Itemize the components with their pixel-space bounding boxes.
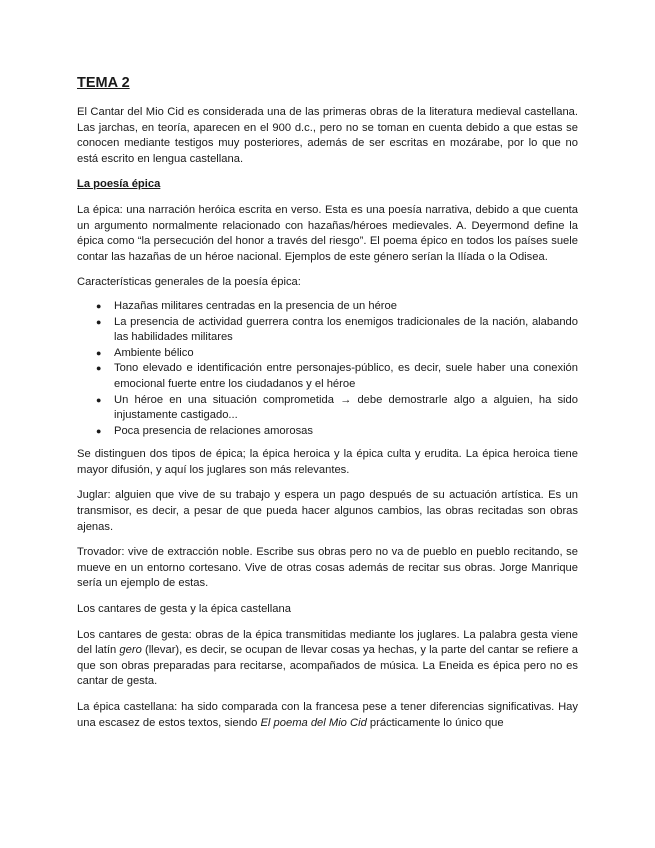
cantares-text-end: (llevar), es decir, se ocupan de llevar cosas ya hechas, y la parte del cantar se refiere a que son obras preparadas para recitarse, acompañados de música. La Eneida es épica pero no es cantar de gesta. bbox=[77, 644, 579, 688]
castellana-italic-title: El poema del Mio Cid bbox=[260, 716, 367, 729]
bullet-icon: ● bbox=[96, 425, 102, 436]
list-item bbox=[96, 299, 578, 315]
tipos-paragraph: Se distinguen dos tipos de épica; la épica heroica y la épica culta y erudita. La épica heroica tiene mayor difusión, y aquí los juglares son más relevantes. bbox=[77, 448, 578, 476]
section-heading: La poesía épica bbox=[77, 178, 161, 191]
list-item-text: Hazañas militares centradas en la presencia de un héroe bbox=[114, 299, 397, 312]
cantares-italic-word: gero bbox=[119, 644, 142, 657]
cantares-text-start: Los cantares de gesta: obras de la épica transmitidas mediante los juglares. La palabra gesta viene del latín bbox=[77, 628, 578, 657]
bullet-icon: ● bbox=[96, 363, 102, 374]
juglar-paragraph: Juglar: alguien que vive de su trabajo y espera un pago después de su actuación artística. Es un transmisor, es decir, a pesar de que pueda hacer algunos cambios, las obras recitadas son obras ajenas. bbox=[77, 489, 578, 533]
bullet-icon: ● bbox=[96, 300, 102, 311]
list-item-text: Poca presencia de relaciones amorosas bbox=[114, 424, 313, 437]
castellana-text-start: La épica castellana: ha sido comparada con la francesa pese a tener diferencias significativas. Hay una escasez de estos textos, siendo bbox=[77, 701, 578, 729]
list-item bbox=[96, 346, 578, 362]
cantares-heading: Los cantares de gesta y la épica castellana bbox=[77, 603, 291, 616]
list-item-text: Tono elevado e identificación entre personajes-público, es decir, suele haber una conexión emocional fuerte entre los ciudadanos y el héroe bbox=[114, 362, 578, 390]
list-item bbox=[96, 361, 578, 392]
intro-paragraph: El Cantar del Mio Cid es considerada una de las primeras obras de la literatura medieval castellana. Las jarchas, en teoría, aparecen en el 900 d.c., pero no se toman en cuenta debido a que estas se conocen mediante testigos muy posteriores, además de ser escritas en mozárabe, por lo que no está escrito en lengua castellana. bbox=[77, 106, 578, 165]
bullet-icon: ● bbox=[96, 394, 102, 405]
cantares-paragraph bbox=[77, 628, 578, 690]
list-item bbox=[96, 424, 578, 440]
castellana-text-end: prácticamente lo único que bbox=[366, 716, 504, 729]
list-item-text: Un héroe en una situación comprometida → debe demostrarle algo a alguien, ha sido injustamente castigado... bbox=[114, 393, 578, 422]
document-page bbox=[77, 74, 578, 741]
bullet-icon: ● bbox=[96, 316, 102, 327]
list-item bbox=[96, 315, 578, 346]
bullet-icon: ● bbox=[96, 347, 102, 358]
epica-definition-paragraph: La épica: una narración heróica escrita en verso. Esta es una poesía narrativa, debido a que cuenta un argumento normalmente relacionado con hazañas/héroes medievales. A. Deyermond define la épica como “la persecución del honor a través del riesgo”. El poema épico en todos los países suele contar las hazañas de un héroe nacional. Ejemplos de este género serían la Ilíada o la Odisea. bbox=[77, 203, 578, 263]
characteristics-intro: Características generales de la poesía épica: bbox=[77, 276, 301, 289]
list-item-text: La presencia de actividad guerrera contra los enemigos tradicionales de la nación, alabando las habilidades militares bbox=[114, 315, 578, 344]
list-item bbox=[96, 393, 578, 424]
characteristics-list bbox=[77, 299, 578, 439]
trovador-paragraph: Trovador: vive de extracción noble. Escribe sus obras pero no va de pueblo en pueblo recitando, se mueve en un entorno cortesano. Vive de otras cosas además de recitar sus obras. Jorge Manrique sería un ejemplo de estas. bbox=[77, 546, 578, 590]
list-item-text: Ambiente bélico bbox=[114, 346, 194, 359]
page-title: TEMA 2 bbox=[77, 75, 130, 91]
castellana-paragraph bbox=[77, 700, 578, 731]
